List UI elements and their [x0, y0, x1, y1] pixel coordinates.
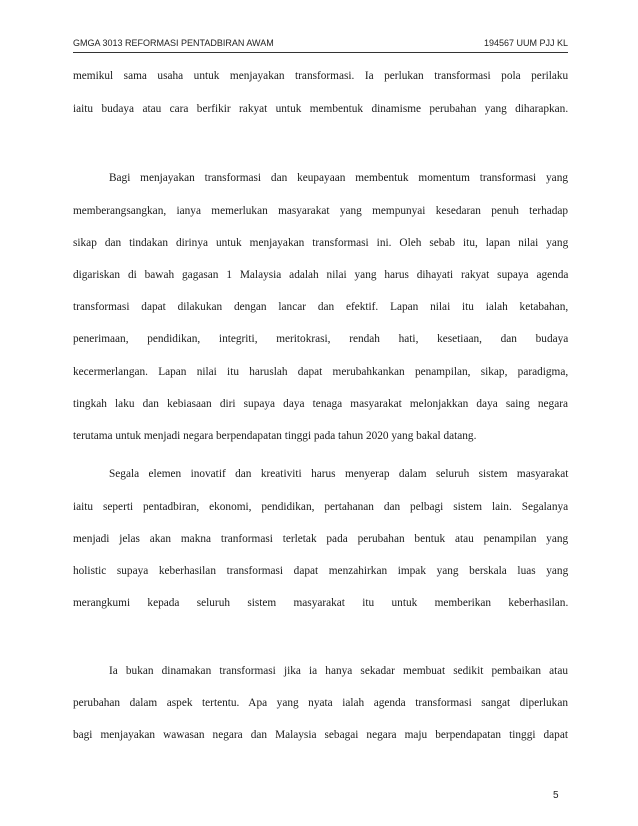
paragraph-line: digariskan di bawah gagasan 1 Malaysia adalah nilai yang harus dihayati rakyat supaya agenda — [73, 269, 569, 281]
paragraph-line: transformasi dapat dilakukan dengan lancar dan efektif. Lapan nilai itu ialah ketabahan, — [73, 301, 569, 313]
header-student-id: 194567 UUM PJJ KL — [483, 38, 568, 48]
paragraph-line: bagi menjayakan wawasan negara dan Malaysia sebagai negara maju berpendapatan tinggi dapat — [73, 729, 568, 741]
paragraph-line: terutama untuk menjadi negara berpendapatan tinggi pada tahun 2020 yang bakal datang. — [73, 430, 477, 442]
paragraph-line: holistic supaya keberhasilan transformasi dapat menzahirkan impak yang berskala luas yang — [73, 565, 569, 577]
paragraph-line: penerimaan, pendidikan, integriti, meritokrasi, rendah hati, kesetiaan, dan budaya — [73, 333, 569, 345]
paragraph-line: Segala elemen inovatif dan kreativiti harus menyerap dalam seluruh sistem masyarakat — [109, 468, 569, 480]
paragraph-line: perubahan dalam aspek tertentu. Apa yang nyata ialah agenda transformasi sangat diperlukan — [73, 697, 568, 709]
paragraph-line: Bagi menjayakan transformasi dan keupayaan membentuk momentum transformasi yang — [109, 172, 568, 184]
paragraph-line: iaitu seperti pentadbiran, ekonomi, pendidikan, pertahanan dan pelbagi sistem lain. Segalanya — [73, 501, 569, 513]
paragraph-line: merangkumi kepada seluruh sistem masyarakat itu untuk memberikan keberhasilan. — [73, 597, 569, 609]
page-header — [73, 38, 568, 53]
paragraph-line: tingkah laku dan kebiasaan diri supaya daya tenaga masyarakat melonjakkan daya saing negara — [73, 398, 568, 410]
paragraph-line: iaitu budaya atau cara berfikir rakyat untuk membentuk dinamisme perubahan yang diharapkan. — [73, 103, 569, 115]
paragraph-line: kecermerlangan. Lapan nilai itu haruslah dapat merubahkankan penampilan, sikap, paradigma, — [73, 366, 569, 378]
paragraph-line: menjadi jelas akan makna tranformasi terletak pada perubahan bentuk atau penampilan yang — [73, 533, 569, 545]
paragraph-line: memikul sama usaha untuk menjayakan transformasi. Ia perlukan transformasi pola perilaku — [73, 70, 569, 82]
paragraph-line: sikap dan tindakan dirinya untuk menjayakan transformasi ini. Oleh sebab itu, lapan nilai yang — [73, 237, 569, 249]
paragraph-line: Ia bukan dinamakan transformasi jika ia hanya sekadar membuat sedikit pembaikan atau — [109, 665, 568, 677]
page-number: 5 — [553, 790, 559, 801]
paragraph-line: memberangsangkan, ianya memerlukan masyarakat yang mempunyai kesedaran penuh terhadap — [73, 205, 569, 217]
header-course-title: GMGA 3013 REFORMASI PENTADBIRAN AWAM — [73, 38, 274, 48]
